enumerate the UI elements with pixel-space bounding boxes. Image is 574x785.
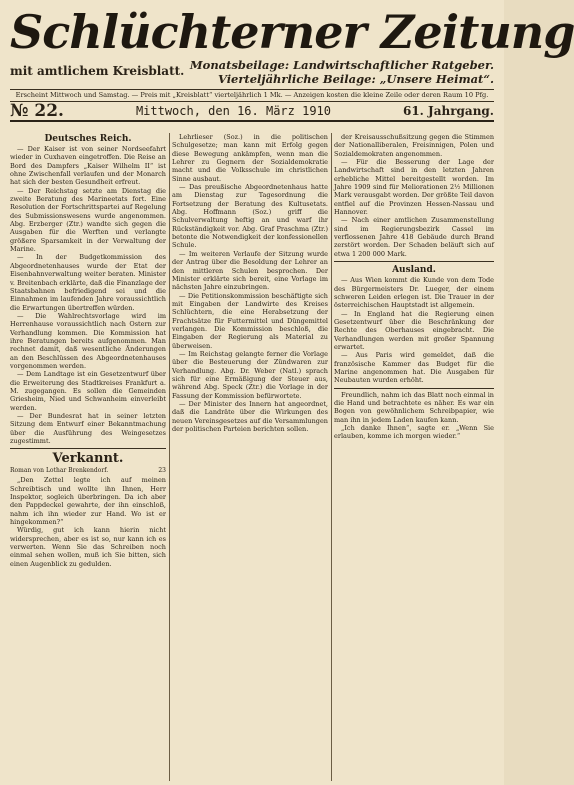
volume-year: 61. Jahrgang. (402, 104, 494, 118)
section-heading-deutsches-reich: Deutsches Reich. (44, 134, 132, 144)
story-paragraph: „Ich danke Ihnen“, sagte er. „Wenn Sie erlauben, komme ich morgen wieder.“ (334, 424, 494, 441)
section-heading-ausland: Ausland. (392, 265, 436, 276)
column-3 (334, 133, 494, 781)
article-paragraph: — Nach einer amtlichen Zusammenstellung sind im Regierungsbezirk Cassel im verflossenen Jahre 418 Gebäude durch Brand zerstört worden. Der Schaden beläuft sich auf etwa 1 200 000 Mark. (334, 216, 494, 258)
issue-info: Erscheint Mittwoch und Samstag. — Preis mit „Kreisblatt“ vierteljährlich 1 Mk. — Anzeigen kosten die kleine Zeile oder deren Raum 10 Pfg. (10, 89, 494, 102)
subtitle-right (190, 58, 494, 86)
article-paragraph: — Im weiteren Verlaufe der Sitzung wurde der Antrag über die Besoldung der Lehrer an den mittleren Schulen besprochen. Der Minister erklärte sich bereit, eine Vorlage im nächsten Jahre einzubringen. (172, 249, 328, 292)
column-rule (331, 133, 332, 781)
article-paragraph: — In der Budgetkommission des Abgeordnetenhauses wurde der Etat der Eisenbahnverwaltung weiter beraten. Minister v. Breitenbach erklärte, daß die Finanzlage der Staatsbahnen befriedigend sei und die Einnahmen im laufenden Jahre voraussichtlich die Erwartungen übertreffen würden. (10, 253, 166, 312)
col1-paragraphs (10, 145, 166, 445)
story-paragraph: Würdig, gut ich kann hierin nicht widersprechen, aber es ist so, nur kann ich es verwerten. Wenn Sie das Schreiben noch einmal sehen wollen, muß ich Sie bitten, sich einen Augenblick zu gedulden. (10, 526, 166, 568)
article-paragraph: — Der Reichstag setzte am Dienstag die zweite Beratung des Marineetats fort. Eine Resolution der Fortschrittspartei auf Regelung des Submissionswesens wurde angenommen. Abg. Erzberger (Ztr.) wandte sich gegen die Ausgaben für die Werften und verlangte größere Sparsamkeit in der Verwaltung der Marine. (10, 186, 166, 254)
section-divider (334, 388, 494, 389)
article-paragraph: — Die Petitionskommission beschäftigte sich mit Eingaben der Landwirte des Kreises Schlüchtern, die eine Herabsetzung der Frachtsätze für Futtermittel und Düngemittel verlangen. Die Kommission beschloß, die Eingaben der Regierung als Material zu überweisen. (172, 291, 328, 350)
article-paragraph: — Das preußische Abgeordnetenhaus hatte am Dienstag zur Tagesordnung die Fortsetzung der Beratung des Kultusetats. Abg. Hoffmann (Soz.) griff die Schulverwaltung heftig an und warf ihr Rückständigkeit vor. Abg. Graf Praschma (Ztr.) betonte die Notwendigkeit der konfessionellen Schule. (172, 183, 328, 250)
subtitle-supplement-monthly: Monatsbeilage: Landwirtschaftlicher Ratgeber. (189, 58, 494, 72)
dateline (10, 102, 494, 122)
section-divider (10, 448, 166, 449)
article-paragraph: — Dem Landtage ist ein Gesetzentwurf über die Erweiterung des Stadtkreises Frankfurt a. M. zugegangen. Es sollen die Gemeinden Griesheim, Nied und Schwanheim einverleibt werden. (10, 370, 166, 412)
article-paragraph: — Aus Paris wird gemeldet, daß die französische Kammer das Budget für die Marine angenommen hat. Die Ausgaben für Neubauten wurden erhöht. (334, 351, 494, 385)
subtitle-left: mit amtlichem Kreisblatt. (10, 64, 185, 78)
subtitle-supplement-quarterly: Vierteljährliche Beilage: „Unsere Heimat“. (217, 72, 494, 86)
section-divider (334, 261, 494, 262)
article-paragraph: — Für die Besserung der Lage der Landwirtschaft sind in den letzten Jahren erhebliche Mittel bereitgestellt worden. Im Jahre 1909 sind für Meliorationen 2½ Millionen Mark verausgabt worden. Der größte Teil davon entfiel auf die Provinzen Hessen-Nassau und Hannover. (334, 158, 494, 217)
article-paragraph: — Der Bundesrat hat in seiner letzten Sitzung dem Entwurf einer Bekanntmachung über die Ausführung des Weingesetzes zugestimmt. (10, 412, 166, 446)
story-paragraph: Freundlich, nahm ich das Blatt noch einmal in die Hand und betrachtete es näher. Es war ein Bogen von gewöhnlichem Schreibpapier, wie man ihn in jedem Laden kaufen kann. (334, 390, 494, 424)
subtitle-row (10, 58, 494, 88)
column-2 (172, 133, 328, 781)
article-paragraph: — In England hat die Regierung einen Gesetzentwurf über die Beschränkung der Rechte des Oberhauses eingebracht. Die Verhandlungen werden mit großer Spannung erwartet. (334, 309, 494, 351)
feuilleton-installment: 23 (158, 467, 166, 475)
feuilleton-title: Verkannt. (52, 451, 124, 467)
column-rule (169, 133, 170, 781)
column-1 (10, 133, 166, 781)
story-paragraph: „Den Zettel legte ich auf meinen Schreibtisch und wollte ihn Ihnen, Herr Inspektor, sogleich überbringen. Da ich aber den Pappdeckel gewahrte, der ihn einschloß, nahm ich ihn wieder zur Hand. Wo ist er hingekommen?“ (10, 476, 166, 527)
article-paragraph: — Der Kaiser ist von seiner Nordseefahrt wieder in Cuxhaven eingetroffen. Die Reise an Bord des Dampfers „Kaiser Wilhelm II“ ist ohne Zwischenfall verlaufen und der Monarch hat sich der besten Gesundheit erfreut. (10, 145, 166, 187)
article-paragraph: — Aus Wien kommt die Kunde von dem Tode des Bürgermeisters Dr. Lueger, der einem schweren Leiden erlegen ist. Die Trauer in der österreichischen Hauptstadt ist allgemein. (334, 276, 494, 310)
feuilleton-byline: Roman von Lothar Brenkendorf. (10, 467, 109, 475)
issue-date: Mittwoch, den 16. März 1910 (135, 104, 332, 118)
article-paragraph: — Der Minister des Innern hat angeordnet, daß die Landräte über die Wirkungen des neuen Vereinsgesetzes auf die Versammlungen der politischen Parteien berichten sollen. (172, 400, 328, 434)
feuilleton-byline-row (10, 467, 166, 475)
columns (10, 133, 494, 781)
masthead-title: Schlüchterner Zeitung (10, 5, 574, 59)
article-paragraph: — Die Wahlrechtsvorlage wird im Herrenhause voraussichtlich nach Ostern zur Verhandlung kommen. Die Kommission hat ihre Beratungen bereits aufgenommen. Man rechnet damit, daß wesentliche Änderungen an den Beschlüssen des Abgeordnetenhauses vorgenommen werden. (10, 311, 166, 370)
article-paragraph: Lehrlieser (Soz.) in die politischen Schulgesetze; man kann mit Erfolg gegen diese Bewegung ankämpfen, wenn man die Lehrer zu Gegnern der Sozialdemokratie macht und die Volksschule im christlichen Sinne ausbaut. (172, 133, 328, 183)
issue-number: № 22. (10, 101, 64, 121)
article-paragraph: — Im Reichstag gelangte ferner die Vorlage über die Besteuerung der Zündwaren zur Verhandlung. Abg. Dr. Weber (Natl.) sprach sich für eine Ermäßigung der Steuer aus, während Abg. Speck (Ztr.) die Vorlage in der Fassung der Kommission befürwortete. (172, 349, 328, 400)
article-paragraph: der Kreisausschußsitzung gegen die Stimmen der Nationalliberalen, Freisinnigen, Polen und Sozialdemokraten angenommen. (334, 133, 494, 158)
